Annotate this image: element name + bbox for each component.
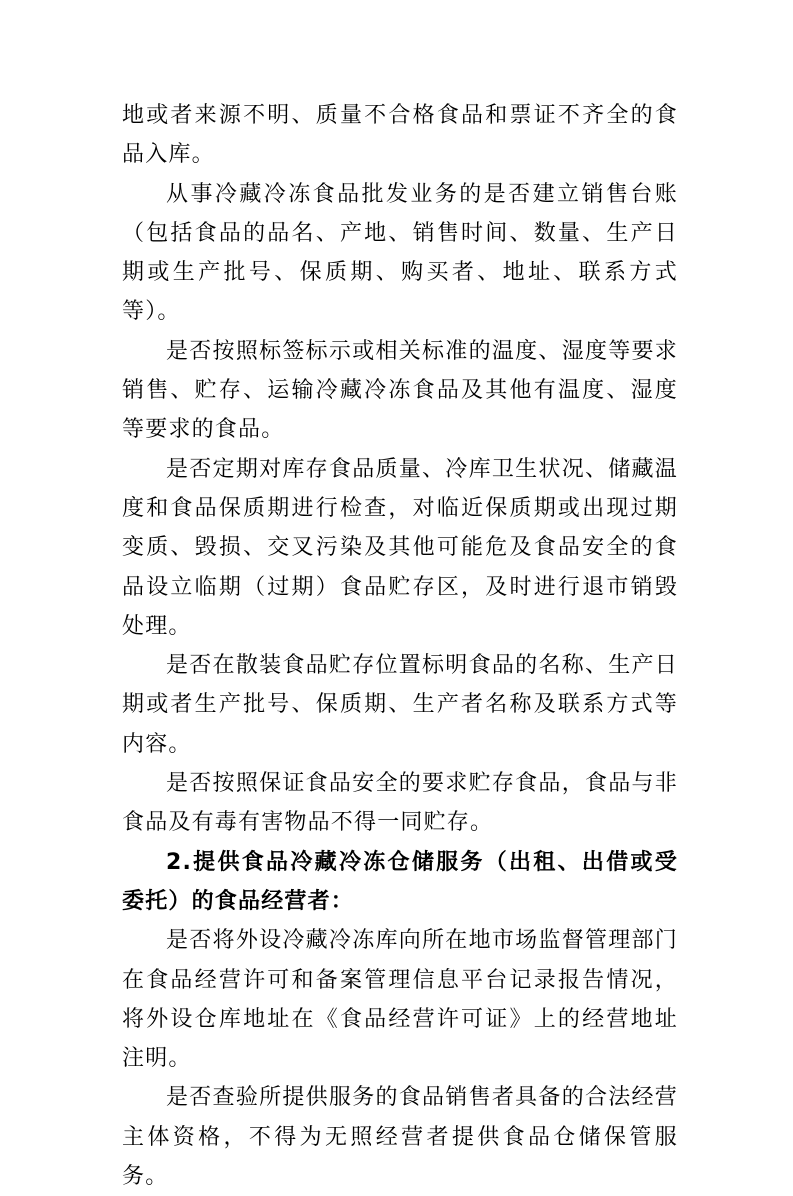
paragraph-continuation: 地或者来源不明、质量不合格食品和票证不齐全的食品入库。: [122, 103, 678, 168]
document-body: [122, 96, 678, 1196]
paragraph-sales-ledger: 从事冷藏冷冻食品批发业务的是否建立销售台账（包括食品的品名、产地、销售时间、数量、生产日期或生产批号、保质期、购买者、地址、联系方式等）。: [122, 181, 678, 325]
section-heading: 2.提供食品冷藏冷冻仓储服务（出租、出借或受委托）的食品经营者：: [122, 849, 678, 914]
paragraph-storage-requirements: 是否按照标签标示或相关标准的温度、湿度等要求销售、贮存、运输冷藏冷冻食品及其他有温度、湿度等要求的食品。: [122, 338, 678, 443]
paragraph-separate-storage: 是否按照保证食品安全的要求贮存食品，食品与非食品及有毒有害物品不得一同贮存。: [122, 771, 678, 836]
paragraph-inventory-inspection: 是否定期对库存食品质量、冷库卫生状况、储藏温度和食品保质期进行检查，对临近保质期或出现过期变质、毁损、交叉污染及其他可能危及食品安全的食品设立临期（过期）食品贮存区，及时进行退市销毁处理。: [122, 456, 678, 639]
paragraph-seller-qualification: 是否查验所提供服务的食品销售者具备的合法经营主体资格，不得为无照经营者提供食品仓储保管服务。: [122, 1085, 678, 1190]
paragraph-bulk-food-labeling: 是否在散装食品贮存位置标明食品的名称、生产日期或者生产批号、保质期、生产者名称及联系方式等内容。: [122, 653, 678, 757]
paragraph-external-warehouse-report: 是否将外设冷藏冷冻库向所在地市场监督管理部门在食品经营许可和备案管理信息平台记录报告情况，将外设仓库地址在《食品经营许可证》上的经营地址注明。: [122, 928, 678, 1072]
